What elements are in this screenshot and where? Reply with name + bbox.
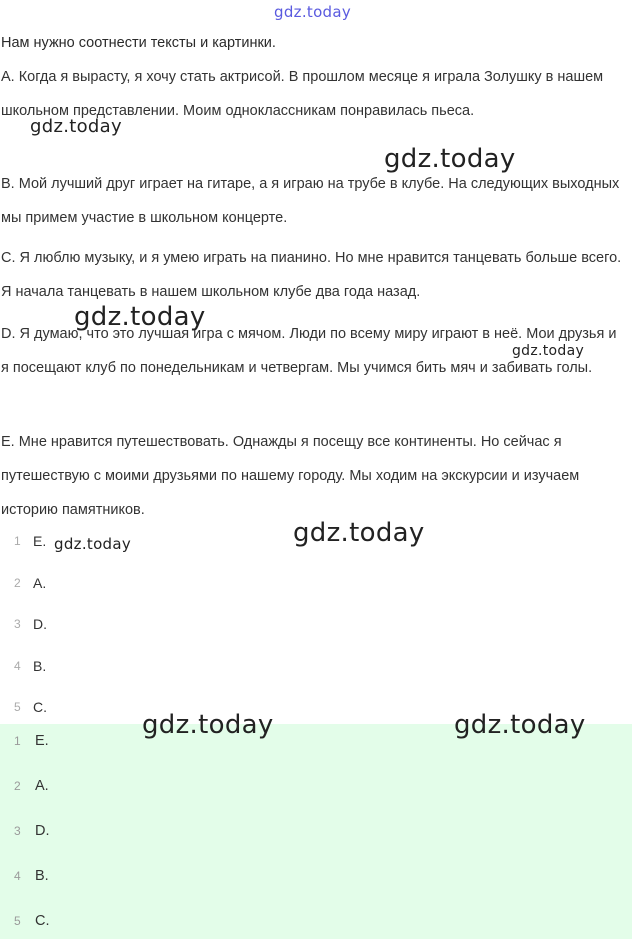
answer-box-letter: B. — [35, 868, 49, 884]
answer-number: 4 — [14, 658, 21, 673]
answer-box-row — [0, 769, 632, 814]
paragraph-b: B. Мой лучший друг играет на гитаре, а я играю на трубе в клубе. На следующих выходных мы примем участие в школьном концерте. — [1, 176, 620, 226]
answer-box — [0, 724, 632, 939]
answer-box-number: 3 — [14, 824, 21, 838]
answer-number: 5 — [14, 700, 21, 714]
answer-box-letter: A. — [35, 778, 49, 794]
answer-letter: E. — [33, 533, 47, 549]
answer-number: 1 — [14, 534, 21, 548]
answer-box-number: 5 — [14, 914, 21, 928]
answer-box-number: 1 — [14, 734, 21, 748]
instruction-text: Нам нужно соотнести тексты и картинки. — [1, 35, 276, 51]
watermark: gdz.today — [54, 535, 132, 553]
answer-letter: D. — [33, 616, 47, 632]
watermark: gdz.today — [74, 302, 206, 332]
answer-box-letter: C. — [35, 913, 50, 929]
answer-box-row — [0, 814, 632, 859]
answer-letter: A. — [33, 574, 47, 591]
answer-row — [0, 654, 632, 696]
paragraph-d: D. Я думаю, что это лучшая игра с мячом. Люди по всему миру играют в неё. Мои друзья и я посещают клуб по понедельникам и четвергам. Мы учимся бить мяч и забивать голы. — [1, 326, 617, 376]
answer-box-row — [0, 904, 632, 949]
paragraph-e: E. Мне нравится путешествовать. Однажды я посещу все континенты. Но сейчас я путешествую с моими друзьями по нашему городу. Мы ходим на экскурсии и изучаем историю памятников. — [1, 434, 580, 518]
answer-letter: B. — [33, 657, 47, 674]
answer-row — [0, 612, 632, 654]
answer-box-number: 4 — [14, 869, 21, 883]
answer-box-letter: D. — [35, 823, 50, 839]
paragraph-a: A. Когда я вырасту, я хочу стать актрисой. В прошлом месяце я играла Золушку в нашем школьном представлении. Моим одноклассникам понравилась пьеса. — [1, 69, 604, 119]
answer-box-number: 2 — [14, 779, 21, 793]
answer-box-letter: E. — [35, 733, 49, 749]
watermark: gdz.today — [30, 116, 122, 137]
paragraph-c: C. Я люблю музыку, и я умею играть на пианино. Но мне нравится танцевать больше всего. Я начала танцевать в нашем школьном клубе два года назад. — [1, 250, 622, 300]
answer-box-row — [0, 859, 632, 904]
answer-number: 3 — [14, 617, 21, 631]
watermark: gdz.today — [293, 518, 425, 548]
watermark: gdz.today — [142, 710, 274, 740]
answer-list — [0, 529, 632, 737]
watermark: gdz.today — [384, 144, 516, 174]
answer-letter: C. — [33, 699, 47, 715]
watermark: gdz.today — [454, 710, 586, 740]
watermark-top: gdz.today — [274, 3, 352, 21]
watermark: gdz.today — [512, 343, 585, 359]
answer-row — [0, 571, 632, 613]
answer-number: 2 — [14, 575, 21, 590]
